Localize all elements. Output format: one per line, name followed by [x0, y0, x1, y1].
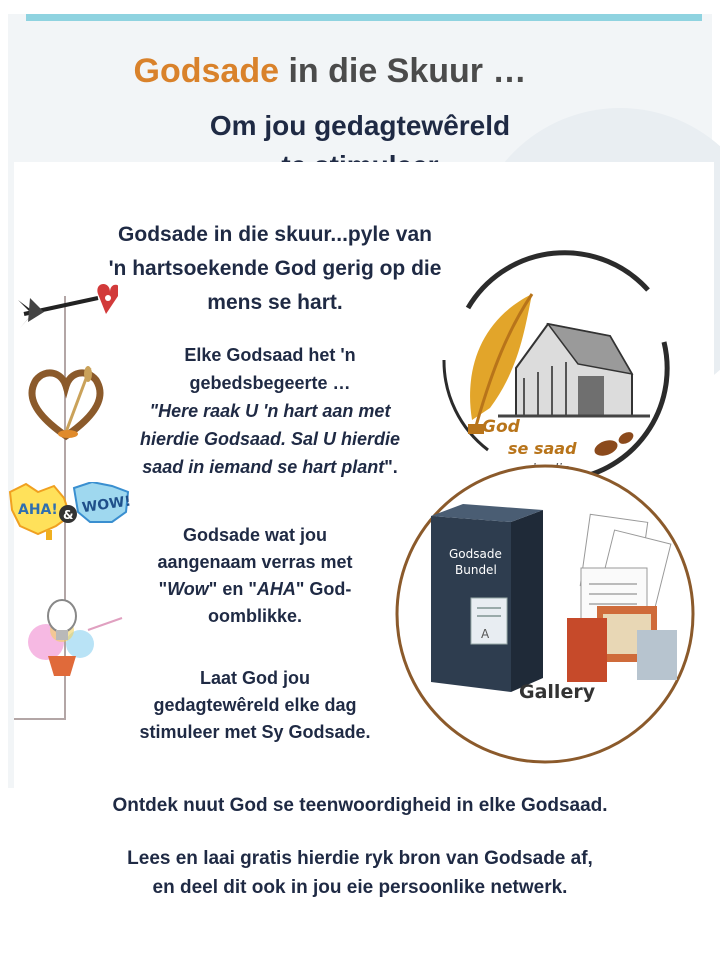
aha-wow-badge-icon — [8, 482, 132, 544]
wow-text: WOW! — [81, 493, 132, 517]
page-title — [0, 52, 660, 91]
surprise-line-4: oomblikke. — [207, 606, 303, 626]
heart-wheat-icon — [24, 362, 108, 442]
subtitle-line-1: Om jou gedagtewêreld — [209, 110, 511, 141]
logo-text-god: God — [482, 417, 520, 437]
surprise-mid: " en " — [208, 579, 257, 599]
prayer-line-3: "Here raak U 'n hart aan met — [149, 401, 391, 421]
surprise-line-2: aangenaam verras met — [157, 552, 353, 572]
logo-text-saad: se saad — [508, 439, 577, 458]
top-accent-stripe — [26, 14, 702, 21]
prayer-line-4: hierdie Godsaad. Sal U hierdie — [139, 429, 401, 449]
footer-line-2: Lees en laai gratis hierdie ryk bron van Godsade af, — [127, 848, 593, 869]
footer-line-3: en deel dit ook in jou eie persoonlike netwerk. — [152, 877, 568, 898]
amp-text: & — [63, 508, 74, 522]
footer-line-1: Ontdek nuut God se teenwoordigheid in elke Godsaad. — [112, 795, 608, 816]
prayer-line-1: Elke Godsaad het 'n — [184, 345, 356, 365]
intro-line-2: 'n hartsoekende God gerig op die — [108, 257, 442, 280]
surprise-text — [120, 522, 390, 630]
intro-line-3: mens se hart. — [207, 291, 343, 314]
gallery-bundle-image[interactable] — [385, 460, 705, 768]
stimulate-line-2: gedagtewêreld elke dag — [153, 695, 357, 715]
aha-text: AHA! — [18, 502, 58, 518]
timeline-base — [14, 718, 66, 720]
prayer-line-2: gebedsbegeerte … — [189, 373, 351, 393]
surprise-quote: " — [158, 579, 168, 599]
intro-text — [80, 218, 470, 320]
title-rest: in die Skuur … — [279, 52, 527, 90]
surprise-line-1: Godsade wat jou — [182, 525, 328, 545]
footer-text — [0, 844, 720, 902]
surprise-wow: Wow — [167, 579, 209, 599]
stimulate-text — [100, 665, 410, 746]
box-label-line-1: Godsade — [449, 547, 502, 561]
box-label-line-2: Bundel — [455, 563, 497, 577]
prayer-line-5-end: ". — [384, 457, 398, 477]
surprise-aha: AHA — [256, 579, 296, 599]
stimulate-line-1: Laat God jou — [200, 668, 310, 688]
stimulate-line-3: stimuleer met Sy Godsade. — [139, 722, 371, 742]
intro-line-1: Godsade in die skuur...pyle van — [118, 223, 432, 246]
prayer-line-5: saad in iemand se hart plant — [142, 457, 385, 477]
surprise-end: " God- — [295, 579, 352, 599]
gallery-caption: Gallery — [519, 681, 596, 703]
doc-icon-letter: A — [481, 627, 490, 641]
title-accent: Godsade — [133, 52, 279, 90]
